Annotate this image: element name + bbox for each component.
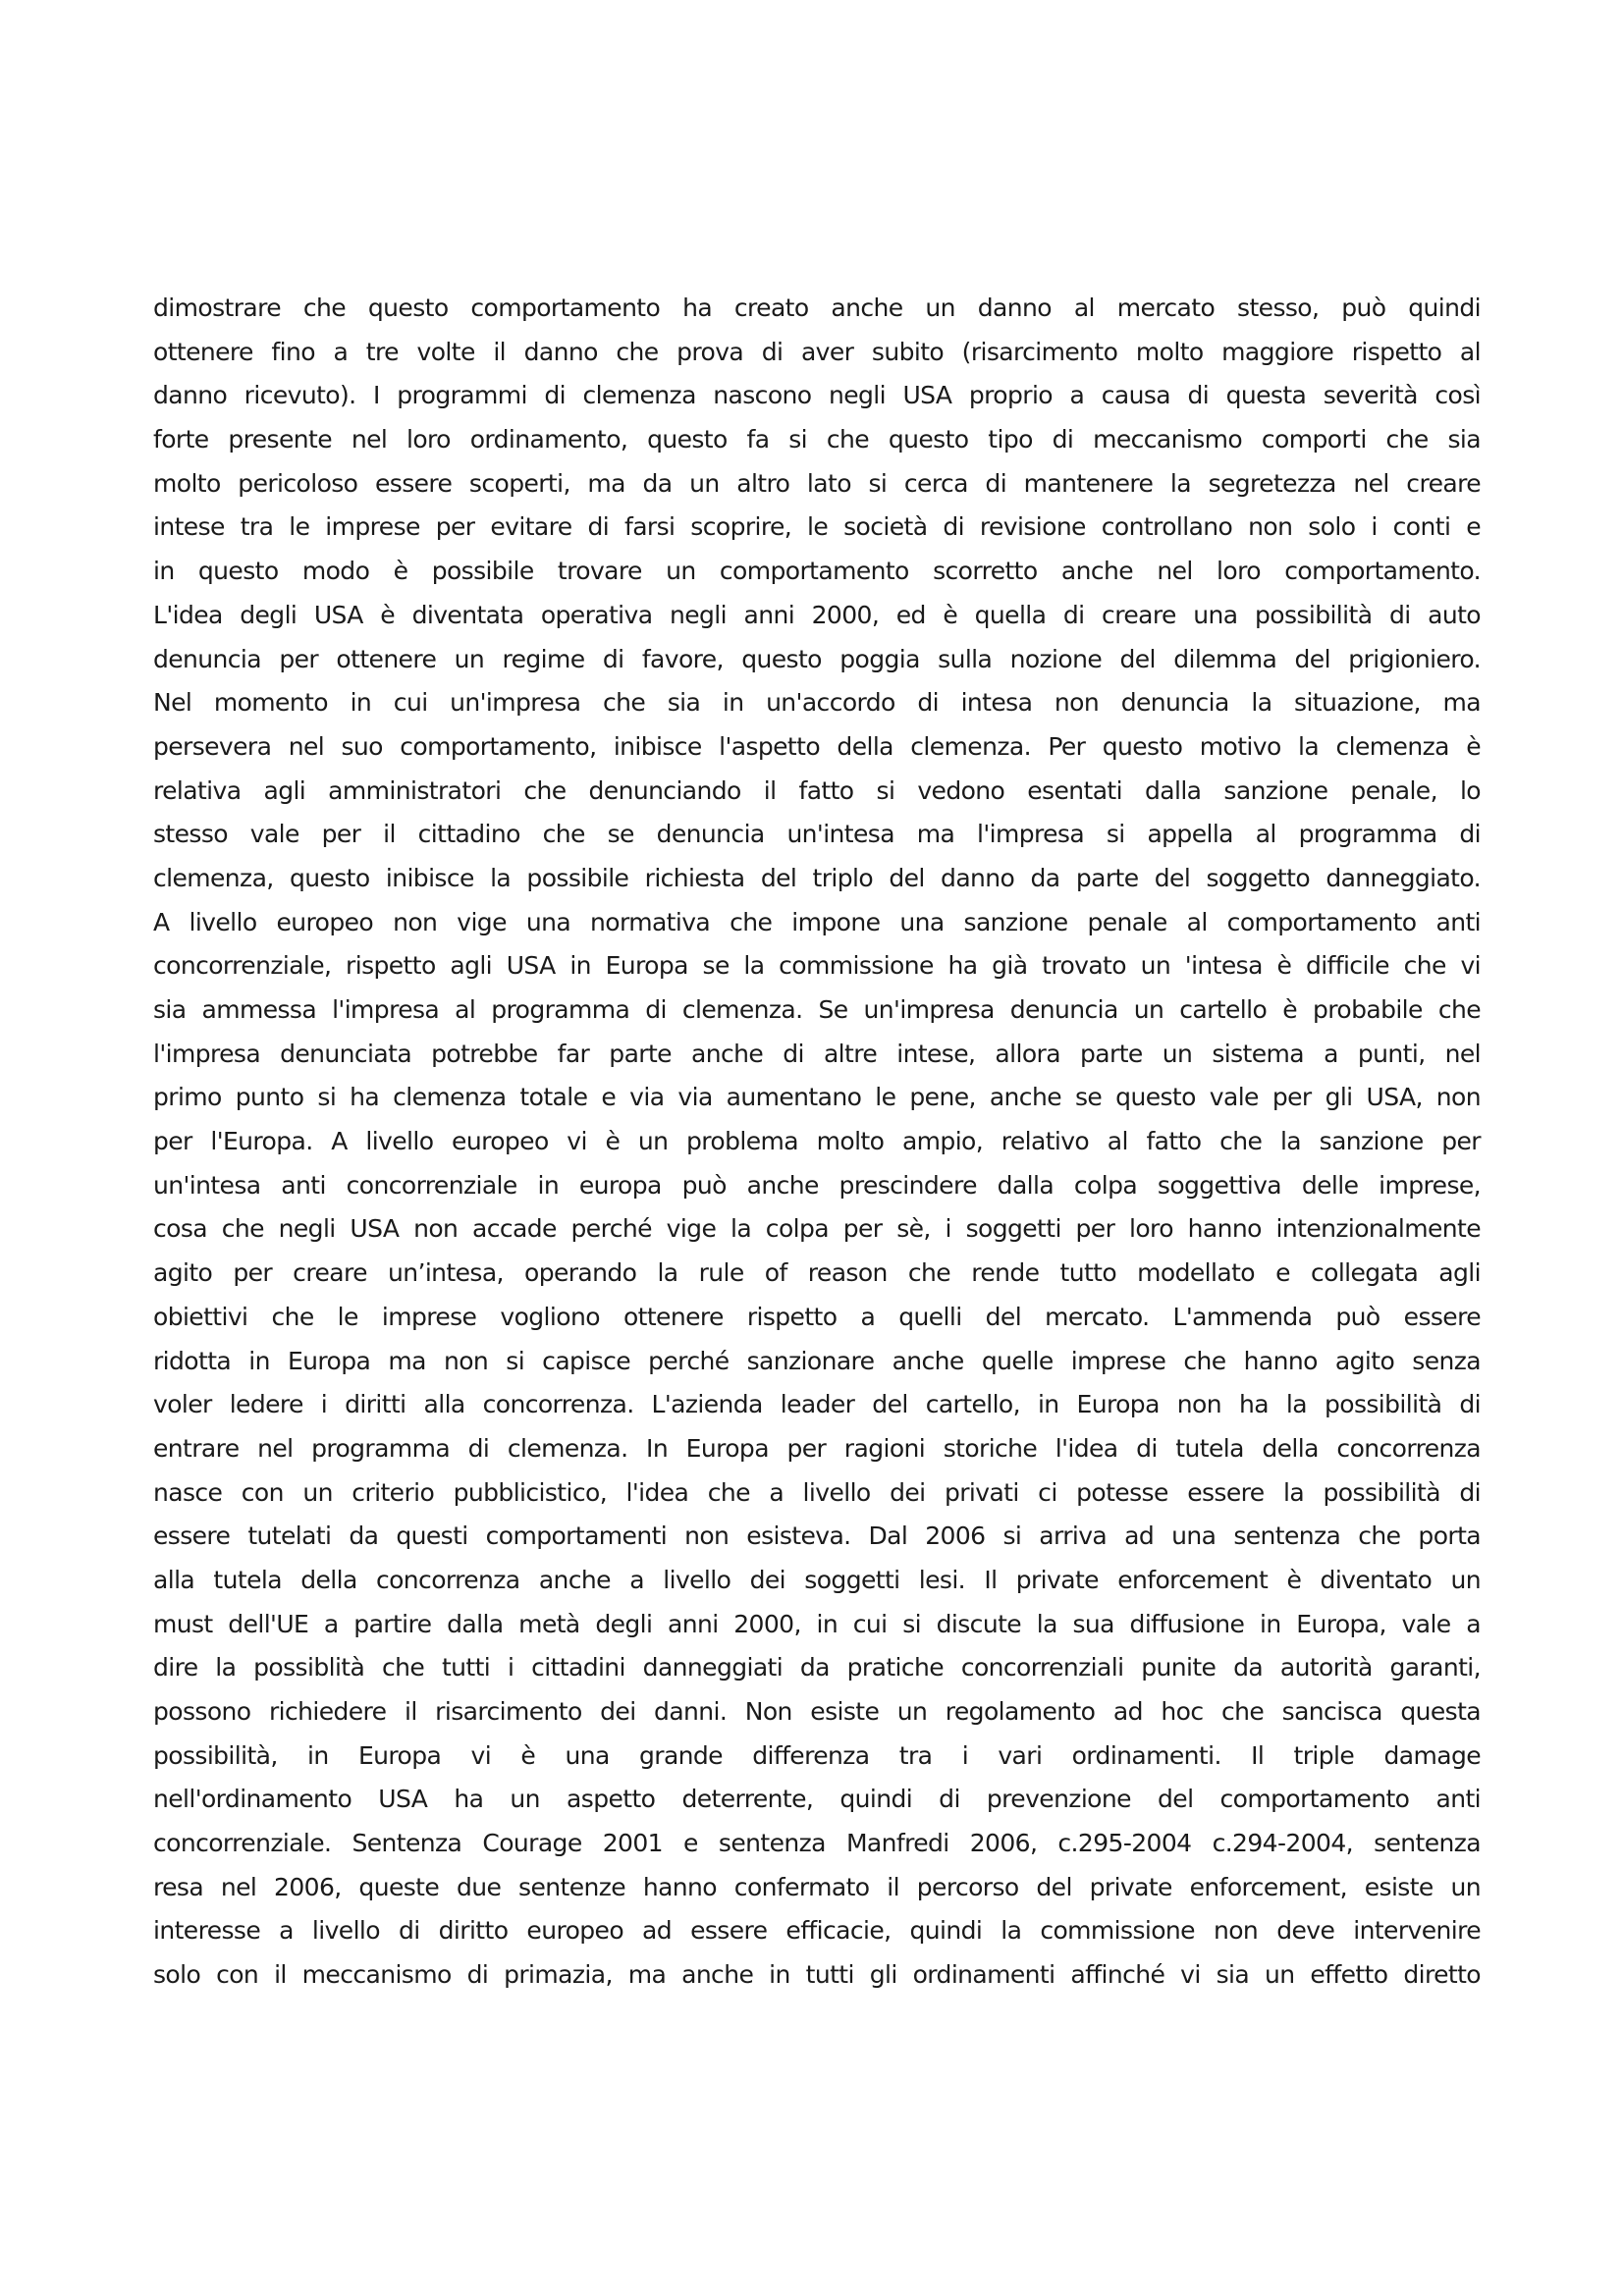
text-line: interesse a livello di diritto europeo ad essere efficacie, quindi la commissione non deve intervenire — [153, 1916, 1481, 1946]
text-line: sia ammessa l'impresa al programma di clemenza. Se un'impresa denuncia un cartello è probabile che — [153, 995, 1481, 1024]
text-line: nasce con un criterio pubblicistico, l'idea che a livello dei privati ci potesse essere la possibilità di — [153, 1477, 1481, 1507]
text-line: dimostrare che questo comportamento ha creato anche un danno al mercato stesso, può quindi — [153, 294, 1481, 322]
text-line: possibilità, in Europa vi è una grande differenza tra i vari ordinamenti. Il triple damage — [153, 1740, 1481, 1770]
text-line: voler ledere i diritti alla concorrenza. L'azienda leader del cartello, in Europa non ha la possibilità di — [153, 1390, 1481, 1419]
text-line: stesso vale per il cittadino che se denuncia un'intesa ma l'impresa si appella al programma di — [153, 820, 1481, 849]
text-line: persevera nel suo comportamento, inibisce l'aspetto della clemenza. Per questo motivo la clemenza è — [153, 731, 1481, 761]
text-line: molto pericoloso essere scoperti, ma da un altro lato si cerca di mantenere la segretezza nel creare — [153, 468, 1481, 498]
text-line: possono richiedere il risarcimento dei danni. Non esiste un regolamento ad hoc che sancisca questa — [153, 1697, 1481, 1726]
text-line: Nel momento in cui un'impresa che sia in un'accordo di intesa non denuncia la situazione, ma — [153, 688, 1481, 718]
text-line: solo con il meccanismo di primazia, ma anche in tutti gli ordinamenti affinché vi sia un effetto diretto — [153, 1960, 1481, 1990]
text-line: concorrenziale, rispetto agli USA in Europa se la commissione ha già trovato un 'intesa è difficile che vi — [153, 951, 1481, 981]
text-line: nell'ordinamento USA ha un aspetto deterrente, quindi di prevenzione del comportamento anti — [153, 1785, 1481, 1814]
text-line: essere tutelati da questi comportamenti non esisteva. Dal 2006 si arriva ad una sentenza che porta — [153, 1522, 1481, 1551]
text-line: ridotta in Europa ma non si capisce perché sanzionare anche quelle imprese che hanno agito senza — [153, 1346, 1481, 1375]
text-line: cosa che negli USA non accade perché vige la colpa per sè, i soggetti per loro hanno intenzionalmente — [153, 1214, 1481, 1244]
text-line: alla tutela della concorrenza anche a livello dei soggetti lesi. Il private enforcement è diventato un — [153, 1565, 1481, 1594]
text-line: concorrenziale. Sentenza Courage 2001 e sentenza Manfredi 2006, c.295-2004 c.294-2004, sentenza — [153, 1829, 1481, 1858]
text-line: denuncia per ottenere un regime di favore, questo poggia sulla nozione del dilemma del prigioniero. — [153, 644, 1481, 673]
text-line: resa nel 2006, queste due sentenze hanno confermato il percorso del private enforcement, esiste un — [153, 1872, 1481, 1901]
text-line: L'idea degli USA è diventata operativa negli anni 2000, ed è quella di creare una possibilità di auto — [153, 600, 1481, 629]
text-line: intese tra le imprese per evitare di farsi scoprire, le società di revisione controllano non solo i conti e — [153, 512, 1481, 542]
text-line: relativa agli amministratori che denunciando il fatto si vedono esentati dalla sanzione penale, lo — [153, 775, 1481, 805]
text-line: un'intesa anti concorrenziale in europa può anche prescindere dalla colpa soggettiva delle imprese, — [153, 1170, 1481, 1200]
text-line: A livello europeo non vige una normativa che impone una sanzione penale al comportamento anti — [153, 907, 1481, 936]
text-line: danno ricevuto). I programmi di clemenza nascono negli USA proprio a causa di questa severità così — [153, 381, 1481, 410]
text-line: clemenza, questo inibisce la possibile richiesta del triplo del danno da parte del soggetto danneggiato. — [153, 863, 1481, 892]
text-line: obiettivi che le imprese vogliono ottenere rispetto a quelli del mercato. L'ammenda può essere — [153, 1302, 1481, 1331]
text-line: must dell'UE a partire dalla metà degli anni 2000, in cui si discute la sua diffusione in Europa, vale a — [153, 1609, 1481, 1638]
text-line: forte presente nel loro ordinamento, questo fa si che questo tipo di meccanismo comporti che sia — [153, 425, 1481, 454]
text-line: l'impresa denunciata potrebbe far parte anche di altre intese, allora parte un sistema a punti, nel — [153, 1039, 1481, 1068]
text-line: ottenere fino a tre volte il danno che prova di aver subito (risarcimento molto maggiore rispetto al — [153, 337, 1481, 366]
text-line: agito per creare un’intesa, operando la rule of reason che rende tutto modellato e collegata agli — [153, 1258, 1481, 1288]
text-line: entrare nel programma di clemenza. In Europa per ragioni storiche l'idea di tutela della concorrenza — [153, 1433, 1481, 1463]
text-line: per l'Europa. A livello europeo vi è un problema molto ampio, relativo al fatto che la sanzione per — [153, 1127, 1481, 1156]
text-line: dire la possiblità che tutti i cittadini danneggiati da pratiche concorrenziali punite da autorità garanti, — [153, 1653, 1481, 1682]
text-line: primo punto si ha clemenza totale e via via aumentano le pene, anche se questo vale per gli USA, non — [153, 1083, 1481, 1112]
body-text — [153, 287, 1481, 1998]
text-line: in questo modo è possibile trovare un comportamento scorretto anche nel loro comportamento. — [153, 557, 1481, 586]
